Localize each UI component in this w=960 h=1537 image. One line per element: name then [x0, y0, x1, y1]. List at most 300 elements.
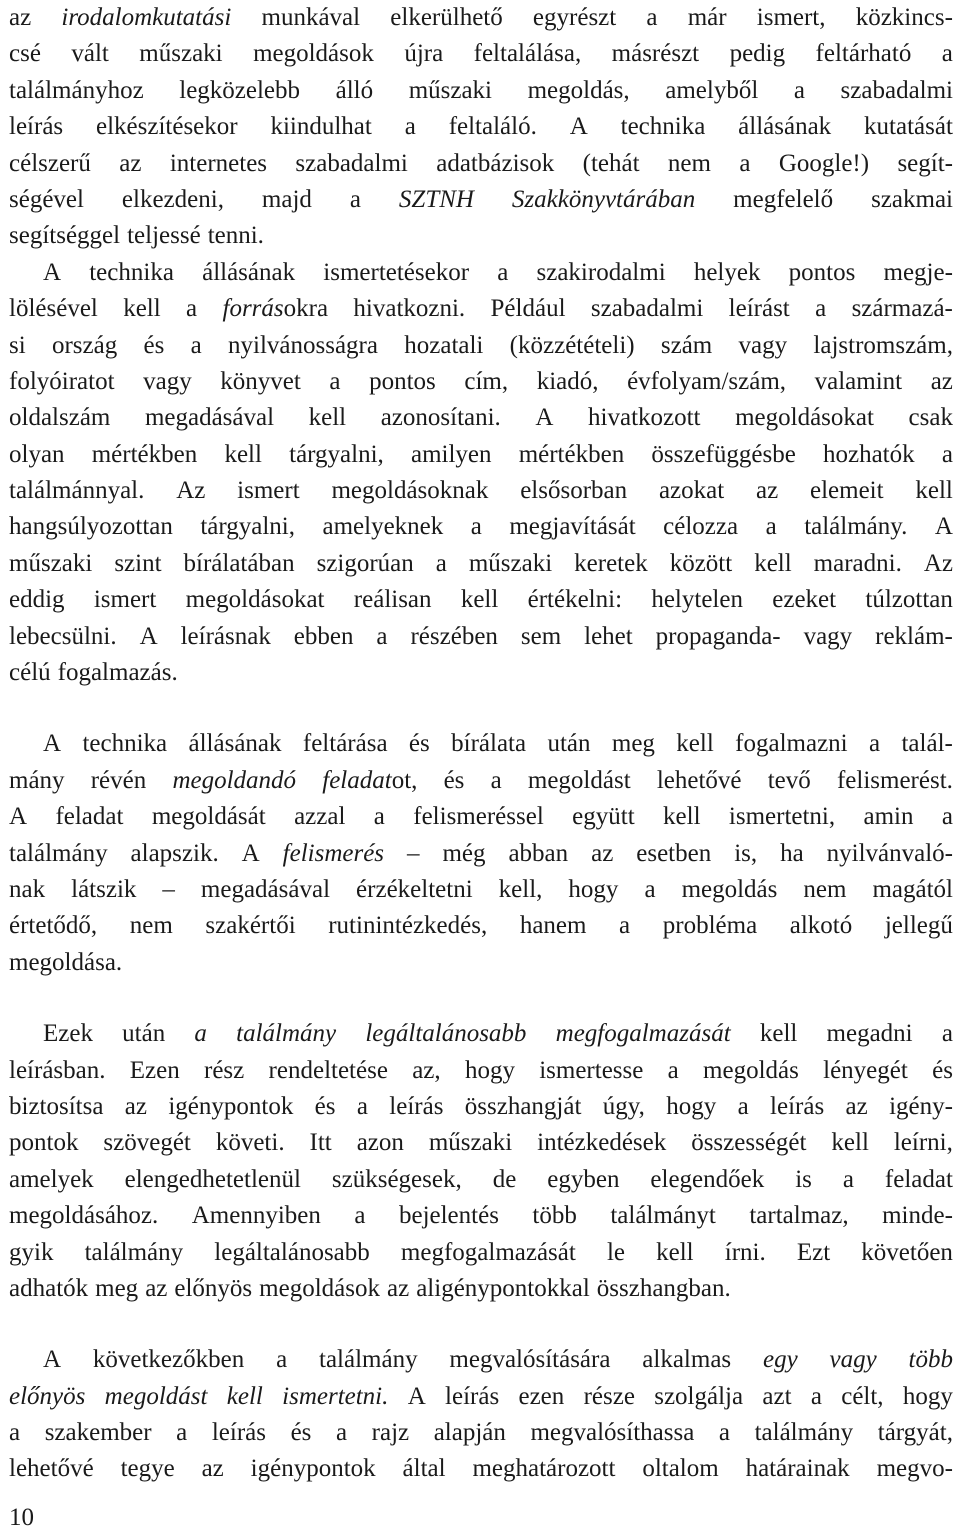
word: célszerű	[9, 149, 91, 177]
word: tárgyát,	[877, 1419, 953, 1447]
word: részében	[410, 622, 498, 650]
text-line	[9, 1125, 953, 1161]
word: megoldás,	[527, 76, 630, 104]
word: segítséggel	[9, 222, 121, 250]
word: és	[932, 1056, 953, 1084]
word: ismert,	[756, 4, 826, 31]
word: értékelni:	[527, 586, 623, 614]
word: azokat	[658, 477, 725, 505]
word	[322, 763, 417, 799]
text-line	[9, 109, 953, 145]
word: elkezdeni,	[121, 185, 224, 213]
text-line	[9, 509, 953, 545]
text-line	[9, 1198, 953, 1234]
word: segít-	[897, 149, 953, 177]
word: megje-	[883, 258, 953, 286]
word: nem	[667, 149, 711, 177]
word: a	[373, 803, 385, 831]
word: igénypontok	[250, 1455, 376, 1483]
word: műszaki	[9, 549, 93, 577]
text-line	[9, 799, 953, 835]
word: leírás	[9, 113, 64, 141]
word: állásának	[188, 730, 282, 758]
word: műszaki	[428, 1129, 513, 1157]
word: megvalósítására	[449, 1346, 611, 1374]
document-page	[9, 0, 953, 1488]
word: ismert	[93, 586, 157, 614]
word: szakember	[44, 1419, 152, 1447]
word: több	[532, 1202, 577, 1230]
word: A	[241, 839, 260, 867]
word: SZTNH	[398, 185, 474, 213]
text-line	[9, 619, 953, 655]
word: legáltalánosabb	[365, 1020, 527, 1048]
word: másrészt	[611, 40, 700, 68]
word: feladat	[55, 803, 124, 831]
word: célozza	[663, 513, 739, 541]
word: lehet	[584, 622, 633, 650]
word: elemeit	[810, 477, 884, 505]
word: hozatali	[404, 331, 484, 359]
word: szükségesek,	[331, 1165, 462, 1193]
word: technika	[620, 113, 706, 141]
word: adatbázisok	[436, 149, 555, 177]
text-line	[9, 908, 953, 944]
word: legáltalánosabb	[214, 1238, 370, 1266]
word: a	[737, 1092, 749, 1120]
word: származá-	[851, 295, 953, 323]
word: feltárása	[302, 730, 388, 758]
word: amilyen	[410, 440, 492, 468]
word: elegendőek	[650, 1165, 765, 1193]
word: mértékben	[518, 440, 625, 468]
word: vagy	[143, 367, 192, 395]
word: munkával	[261, 4, 361, 31]
page-number: 10	[9, 1504, 34, 1531]
word: összhangját	[464, 1092, 582, 1120]
word: bírálatában	[183, 549, 295, 577]
word: a	[9, 1419, 21, 1447]
word: megadásával	[144, 404, 275, 432]
word: és	[290, 1419, 312, 1447]
word: és	[408, 730, 430, 758]
word: az,	[412, 1056, 441, 1084]
word: sem	[520, 622, 562, 650]
word: már	[687, 4, 727, 31]
word: vagy	[829, 1346, 877, 1374]
word: A	[43, 258, 62, 286]
word: a	[941, 440, 953, 468]
text-line	[9, 655, 953, 691]
word: még	[442, 839, 486, 867]
word: feladat	[884, 1165, 953, 1193]
word: igény-	[889, 1092, 953, 1120]
word: találmány	[754, 1419, 854, 1447]
word: feladat	[322, 766, 392, 794]
word: leírás	[211, 1419, 266, 1447]
word: felismerést.	[836, 766, 953, 794]
word: rajz	[371, 1419, 410, 1447]
word: szám	[660, 331, 713, 359]
word: A	[569, 113, 588, 141]
word: műszaki	[139, 40, 223, 68]
word: találmánnyal.	[9, 477, 145, 505]
word: A	[43, 1346, 62, 1374]
word: szolgálja	[654, 1382, 744, 1410]
word: teljessé	[127, 222, 201, 250]
word: megfogalmazását	[400, 1238, 576, 1266]
word: találmány	[236, 1020, 337, 1048]
word: a	[869, 730, 881, 758]
word: Itt	[309, 1129, 332, 1157]
word: elengedhetetlenül	[124, 1165, 301, 1193]
word: azon	[356, 1129, 404, 1157]
word: Ezt	[796, 1238, 831, 1266]
word: si	[9, 331, 26, 359]
word: együtt	[572, 803, 635, 831]
text-line	[9, 1016, 953, 1052]
word: a	[941, 803, 953, 831]
word: az	[591, 839, 614, 867]
word: az	[845, 1092, 868, 1120]
word: ismertetni,	[728, 803, 836, 831]
word: találmány	[319, 1346, 418, 1374]
word: megoldását	[151, 803, 266, 831]
word: amelyeknek	[322, 513, 444, 541]
word: rutinintézkedés,	[328, 912, 488, 940]
word: pedig	[729, 40, 786, 68]
word: úgy,	[602, 1092, 645, 1120]
word: a	[497, 258, 509, 286]
word: lajstromszám,	[813, 331, 953, 359]
word: hangsúlyozottan	[9, 513, 173, 541]
word: bírálata	[451, 730, 527, 758]
word: hivatkozni.	[353, 295, 466, 323]
word: vagy	[803, 622, 853, 650]
word: kell	[123, 295, 161, 323]
word: a	[941, 1020, 953, 1048]
word: látszik	[71, 875, 137, 903]
word: a	[490, 766, 502, 794]
word: szabadalmi	[840, 76, 953, 104]
text-line	[9, 1415, 953, 1451]
word: feltalálása,	[473, 40, 582, 68]
word: megoldást	[527, 766, 631, 794]
word: a	[470, 513, 482, 541]
paragraph	[9, 1342, 953, 1488]
text-line	[9, 582, 953, 618]
text-line	[9, 182, 953, 218]
word: reálisan	[353, 586, 432, 614]
word: által	[402, 1455, 446, 1483]
word: ha	[780, 839, 804, 867]
word: hivatkozott	[588, 404, 701, 432]
word: szabadalmi	[590, 295, 704, 323]
word: leírás	[445, 1382, 500, 1410]
word: alkotó	[789, 912, 853, 940]
word: a	[619, 912, 631, 940]
word: azonosítani.	[380, 404, 501, 432]
word: hogy	[568, 875, 619, 903]
word: állásának	[738, 113, 832, 141]
word: a	[376, 622, 388, 650]
text-line	[9, 1271, 953, 1307]
word: a	[667, 1056, 679, 1084]
word: megoldást	[104, 1382, 208, 1410]
word: az	[387, 1274, 410, 1302]
word: lényegét	[823, 1056, 908, 1084]
text-line	[9, 1451, 953, 1487]
word: túlzottan	[865, 586, 953, 614]
word: (tehát	[582, 149, 640, 177]
word: a	[646, 4, 658, 31]
word: cím,	[464, 367, 509, 395]
word: kell	[226, 1382, 263, 1410]
word: az	[755, 477, 779, 505]
word: hogy	[902, 1382, 953, 1410]
word: minde-	[882, 1202, 953, 1230]
word: műszaki	[468, 549, 553, 577]
word: az	[930, 367, 953, 395]
word: folyóiratot	[9, 367, 115, 395]
word: kell	[656, 1238, 694, 1266]
word: probléma	[662, 912, 758, 940]
word: találmány	[9, 839, 108, 867]
word: kell	[759, 1020, 798, 1048]
text-line	[9, 364, 953, 400]
word: olyan	[9, 440, 65, 468]
word: egy	[762, 1346, 798, 1374]
text-line	[9, 255, 953, 291]
word: Google!)	[778, 149, 870, 177]
word: szabadalmi	[295, 149, 408, 177]
word: célt,	[841, 1382, 884, 1410]
text-line	[9, 1053, 953, 1089]
word: a	[718, 1419, 731, 1447]
word: több	[908, 1346, 953, 1374]
word: igénypontok	[168, 1092, 294, 1120]
word: (közzétételi)	[509, 331, 635, 359]
word: értetődő,	[9, 912, 98, 940]
word: megoldások	[253, 40, 374, 68]
word: is	[795, 1165, 812, 1193]
word: a	[793, 76, 805, 104]
word: újra	[404, 40, 444, 68]
word: propaganda-	[655, 622, 781, 650]
word: következőkben	[92, 1346, 245, 1374]
word: elkészítésekor	[96, 113, 238, 141]
word: megfelelő	[733, 185, 834, 213]
word: hogy	[666, 1092, 717, 1120]
paragraph	[9, 255, 953, 692]
word: eddig	[9, 586, 65, 614]
word: találmány.	[804, 513, 908, 541]
word: nem	[803, 875, 847, 903]
word: leírást	[728, 295, 790, 323]
word: kell	[831, 1129, 869, 1157]
text-line	[9, 872, 953, 908]
word: határainak	[745, 1455, 850, 1483]
word: a	[810, 1382, 822, 1410]
word: szakmai	[871, 185, 953, 213]
word: megadni	[826, 1020, 913, 1048]
word: az	[9, 4, 32, 31]
text-line	[9, 1379, 953, 1415]
word: a	[354, 1202, 366, 1230]
word: internetes	[169, 149, 268, 177]
word: felismeréssel	[413, 803, 544, 831]
word	[223, 291, 329, 327]
word: oltalom	[642, 1455, 719, 1483]
text-line	[9, 73, 953, 109]
word: a	[941, 40, 953, 68]
word: nem	[129, 912, 173, 940]
word: a	[349, 185, 361, 213]
word: jellegű	[884, 912, 953, 940]
word: ország	[51, 331, 118, 359]
word: a	[194, 1020, 207, 1048]
word: a	[435, 549, 447, 577]
word: Ezek	[43, 1020, 93, 1048]
word: A	[535, 404, 554, 432]
paragraph	[9, 1016, 953, 1307]
word: célú	[9, 659, 51, 687]
word: a	[644, 875, 656, 903]
word: biztosítsa	[9, 1092, 104, 1120]
word: –	[407, 839, 420, 867]
word: összefüggésbe	[651, 440, 796, 468]
word: pontok	[9, 1129, 79, 1157]
word: összességét	[691, 1129, 807, 1157]
word: ismertetni.	[282, 1382, 389, 1410]
word: ezen	[518, 1382, 565, 1410]
word: megoldásoknak	[331, 477, 489, 505]
word: szigorúan	[316, 549, 414, 577]
word: szakértői	[205, 912, 296, 940]
word: vagy	[738, 331, 788, 359]
word: A	[934, 513, 953, 541]
word: találmányhoz	[9, 76, 144, 104]
word: alapján	[433, 1419, 506, 1447]
word: kell	[676, 730, 714, 758]
word: valamint	[814, 367, 903, 395]
text-line	[9, 1342, 953, 1378]
word: Az	[176, 477, 206, 505]
word: csé	[9, 40, 41, 68]
word: megvo-	[876, 1455, 953, 1483]
text-line	[9, 36, 953, 72]
word: tegye	[120, 1455, 175, 1483]
word: szövegét	[103, 1129, 191, 1157]
word: A	[139, 622, 158, 650]
word: intézkedések	[537, 1129, 667, 1157]
word: találmány	[84, 1238, 184, 1266]
word: A	[9, 803, 28, 831]
word: maradni.	[813, 549, 902, 577]
word: az	[201, 1455, 224, 1483]
word: amelyek	[9, 1165, 94, 1193]
word: része	[583, 1382, 635, 1410]
word: leírni,	[893, 1129, 953, 1157]
word: megadásával	[200, 875, 331, 903]
word: meg	[611, 730, 655, 758]
word: leírásnak	[180, 622, 271, 650]
word: elkerülhető	[390, 4, 503, 31]
word: egyrészt	[532, 4, 617, 31]
word: helyek	[693, 258, 761, 286]
word: nyilvánvaló-	[826, 839, 953, 867]
paragraph-gap	[9, 981, 953, 1016]
word: előnyös	[9, 1382, 86, 1410]
word: helytelen	[651, 586, 743, 614]
word: a	[335, 1419, 348, 1447]
word: követi.	[215, 1129, 285, 1157]
word: lebecsülni.	[9, 622, 117, 650]
word: összhangban.	[596, 1274, 731, 1302]
text-line	[9, 0, 953, 36]
word: amelyből	[665, 76, 759, 104]
word: meg	[95, 1274, 139, 1302]
text-line	[9, 763, 953, 799]
word: csak	[908, 404, 953, 432]
word: a	[186, 295, 198, 323]
word: Ezen	[129, 1056, 180, 1084]
text-line	[9, 546, 953, 582]
word: ebben	[293, 622, 354, 650]
word: ot,	[391, 766, 418, 794]
word: kell	[308, 404, 347, 432]
word: lehetővé	[656, 766, 742, 794]
word: hozhatók	[822, 440, 915, 468]
word: pontos	[369, 367, 436, 395]
word: kell	[663, 803, 701, 831]
word: rész	[204, 1056, 245, 1084]
word: ezeket	[772, 586, 837, 614]
word: fogalmazás.	[57, 659, 178, 687]
word: a	[739, 149, 751, 177]
word: kell	[754, 549, 792, 577]
word: műszaki	[408, 76, 493, 104]
word: magától	[872, 875, 953, 903]
paragraph-gap	[9, 1307, 953, 1342]
word: megoldandó	[172, 766, 297, 794]
text-line	[9, 836, 953, 872]
word: tenni.	[207, 222, 264, 250]
word: és	[143, 331, 165, 359]
word: pontos	[788, 258, 856, 286]
word: ségével	[9, 185, 84, 213]
word: felismerés	[282, 839, 385, 867]
word: a	[190, 331, 202, 359]
text-line	[9, 473, 953, 509]
word: mány	[9, 766, 65, 794]
word: állásának	[202, 258, 296, 286]
word: kiadó,	[536, 367, 599, 395]
word: tevő	[767, 766, 811, 794]
word: azt	[762, 1382, 792, 1410]
word: hogy	[464, 1056, 515, 1084]
word: a	[765, 513, 777, 541]
word: évfolyam/szám,	[627, 367, 787, 395]
word: Amennyiben	[191, 1202, 321, 1230]
word: a	[815, 295, 827, 323]
text-line	[9, 400, 953, 436]
text-line	[9, 218, 953, 254]
word: esetben	[636, 839, 712, 867]
word: és	[443, 766, 465, 794]
word: vált	[71, 40, 109, 68]
word: kell	[460, 586, 499, 614]
